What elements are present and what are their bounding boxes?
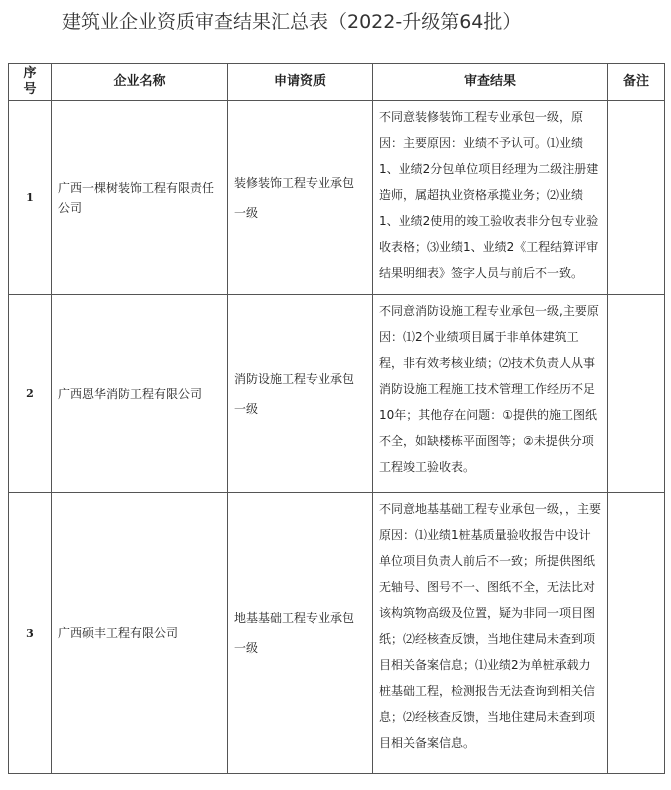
header-review-result: 审查结果	[373, 64, 608, 101]
header-serial-line1: 序	[23, 66, 37, 81]
row-serial-number: 2	[9, 295, 52, 493]
row-qualification: 装修装饰工程专业承包一级	[228, 101, 373, 295]
header-qualification: 申请资质	[228, 64, 373, 101]
header-serial-line2: 号	[23, 82, 37, 97]
table-row	[9, 493, 665, 774]
row-remark	[608, 101, 665, 295]
row-company-name: 广西一棵树装饰工程有限责任公司	[52, 101, 228, 295]
header-company-name: 企业名称	[52, 64, 228, 101]
table-row	[9, 295, 665, 493]
table-row	[9, 101, 665, 295]
header-remark: 备注	[608, 64, 665, 101]
row-remark	[608, 493, 665, 774]
row-serial-number: 3	[9, 493, 52, 774]
row-company-name: 广西恩华消防工程有限公司	[52, 295, 228, 493]
row-qualification: 地基基础工程专业承包一级	[228, 493, 373, 774]
row-review-result: 不同意装修装饰工程专业承包一级，原因：主要原因：业绩不予认可。⑴业绩1、业绩2分包单位项目经理为二级注册建造师，属超执业资格承揽业务；⑵业绩1、业绩2使用的竣工验收表非分包专业验收表格；⑶业绩1、业绩2《工程结算评审结果明细表》签字人员与前后不一致。	[373, 101, 608, 295]
page-title: 建筑业企业资质审查结果汇总表（2022-升级第64批）	[62, 11, 522, 33]
row-qualification: 消防设施工程专业承包一级	[228, 295, 373, 493]
row-review-result: 不同意地基基础工程专业承包一级，，主要原因：⑴业绩1桩基质量验收报告中设计单位项目负责人前后不一致；所提供图纸无轴号、图号不一、图纸不全，无法比对该构筑物高级及位置，疑为非同一项目图纸；⑵经核查反馈，当地住建局未查到项目相关备案信息；⑴业绩2为单桩承载力桩基础工程，检测报告无法查询到相关信息；⑵经核查反馈，当地住建局未查到项目相关备案信息。	[373, 493, 608, 774]
table-header-row	[9, 64, 665, 101]
row-remark	[608, 295, 665, 493]
review-results-table	[8, 63, 665, 774]
row-company-name: 广西硕丰工程有限公司	[52, 493, 228, 774]
row-review-result: 不同意消防设施工程专业承包一级,主要原因：⑴2个业绩项目属于非单体建筑工程，非有效考核业绩；⑵技术负责人从事消防设施工程施工技术管理工作经历不足10年；其他存在问题：①提供的施工图纸不全，如缺楼栋平面图等；②未提供分项工程竣工验收表。	[373, 295, 608, 493]
header-serial-number	[9, 64, 52, 101]
row-serial-number: 1	[9, 101, 52, 295]
